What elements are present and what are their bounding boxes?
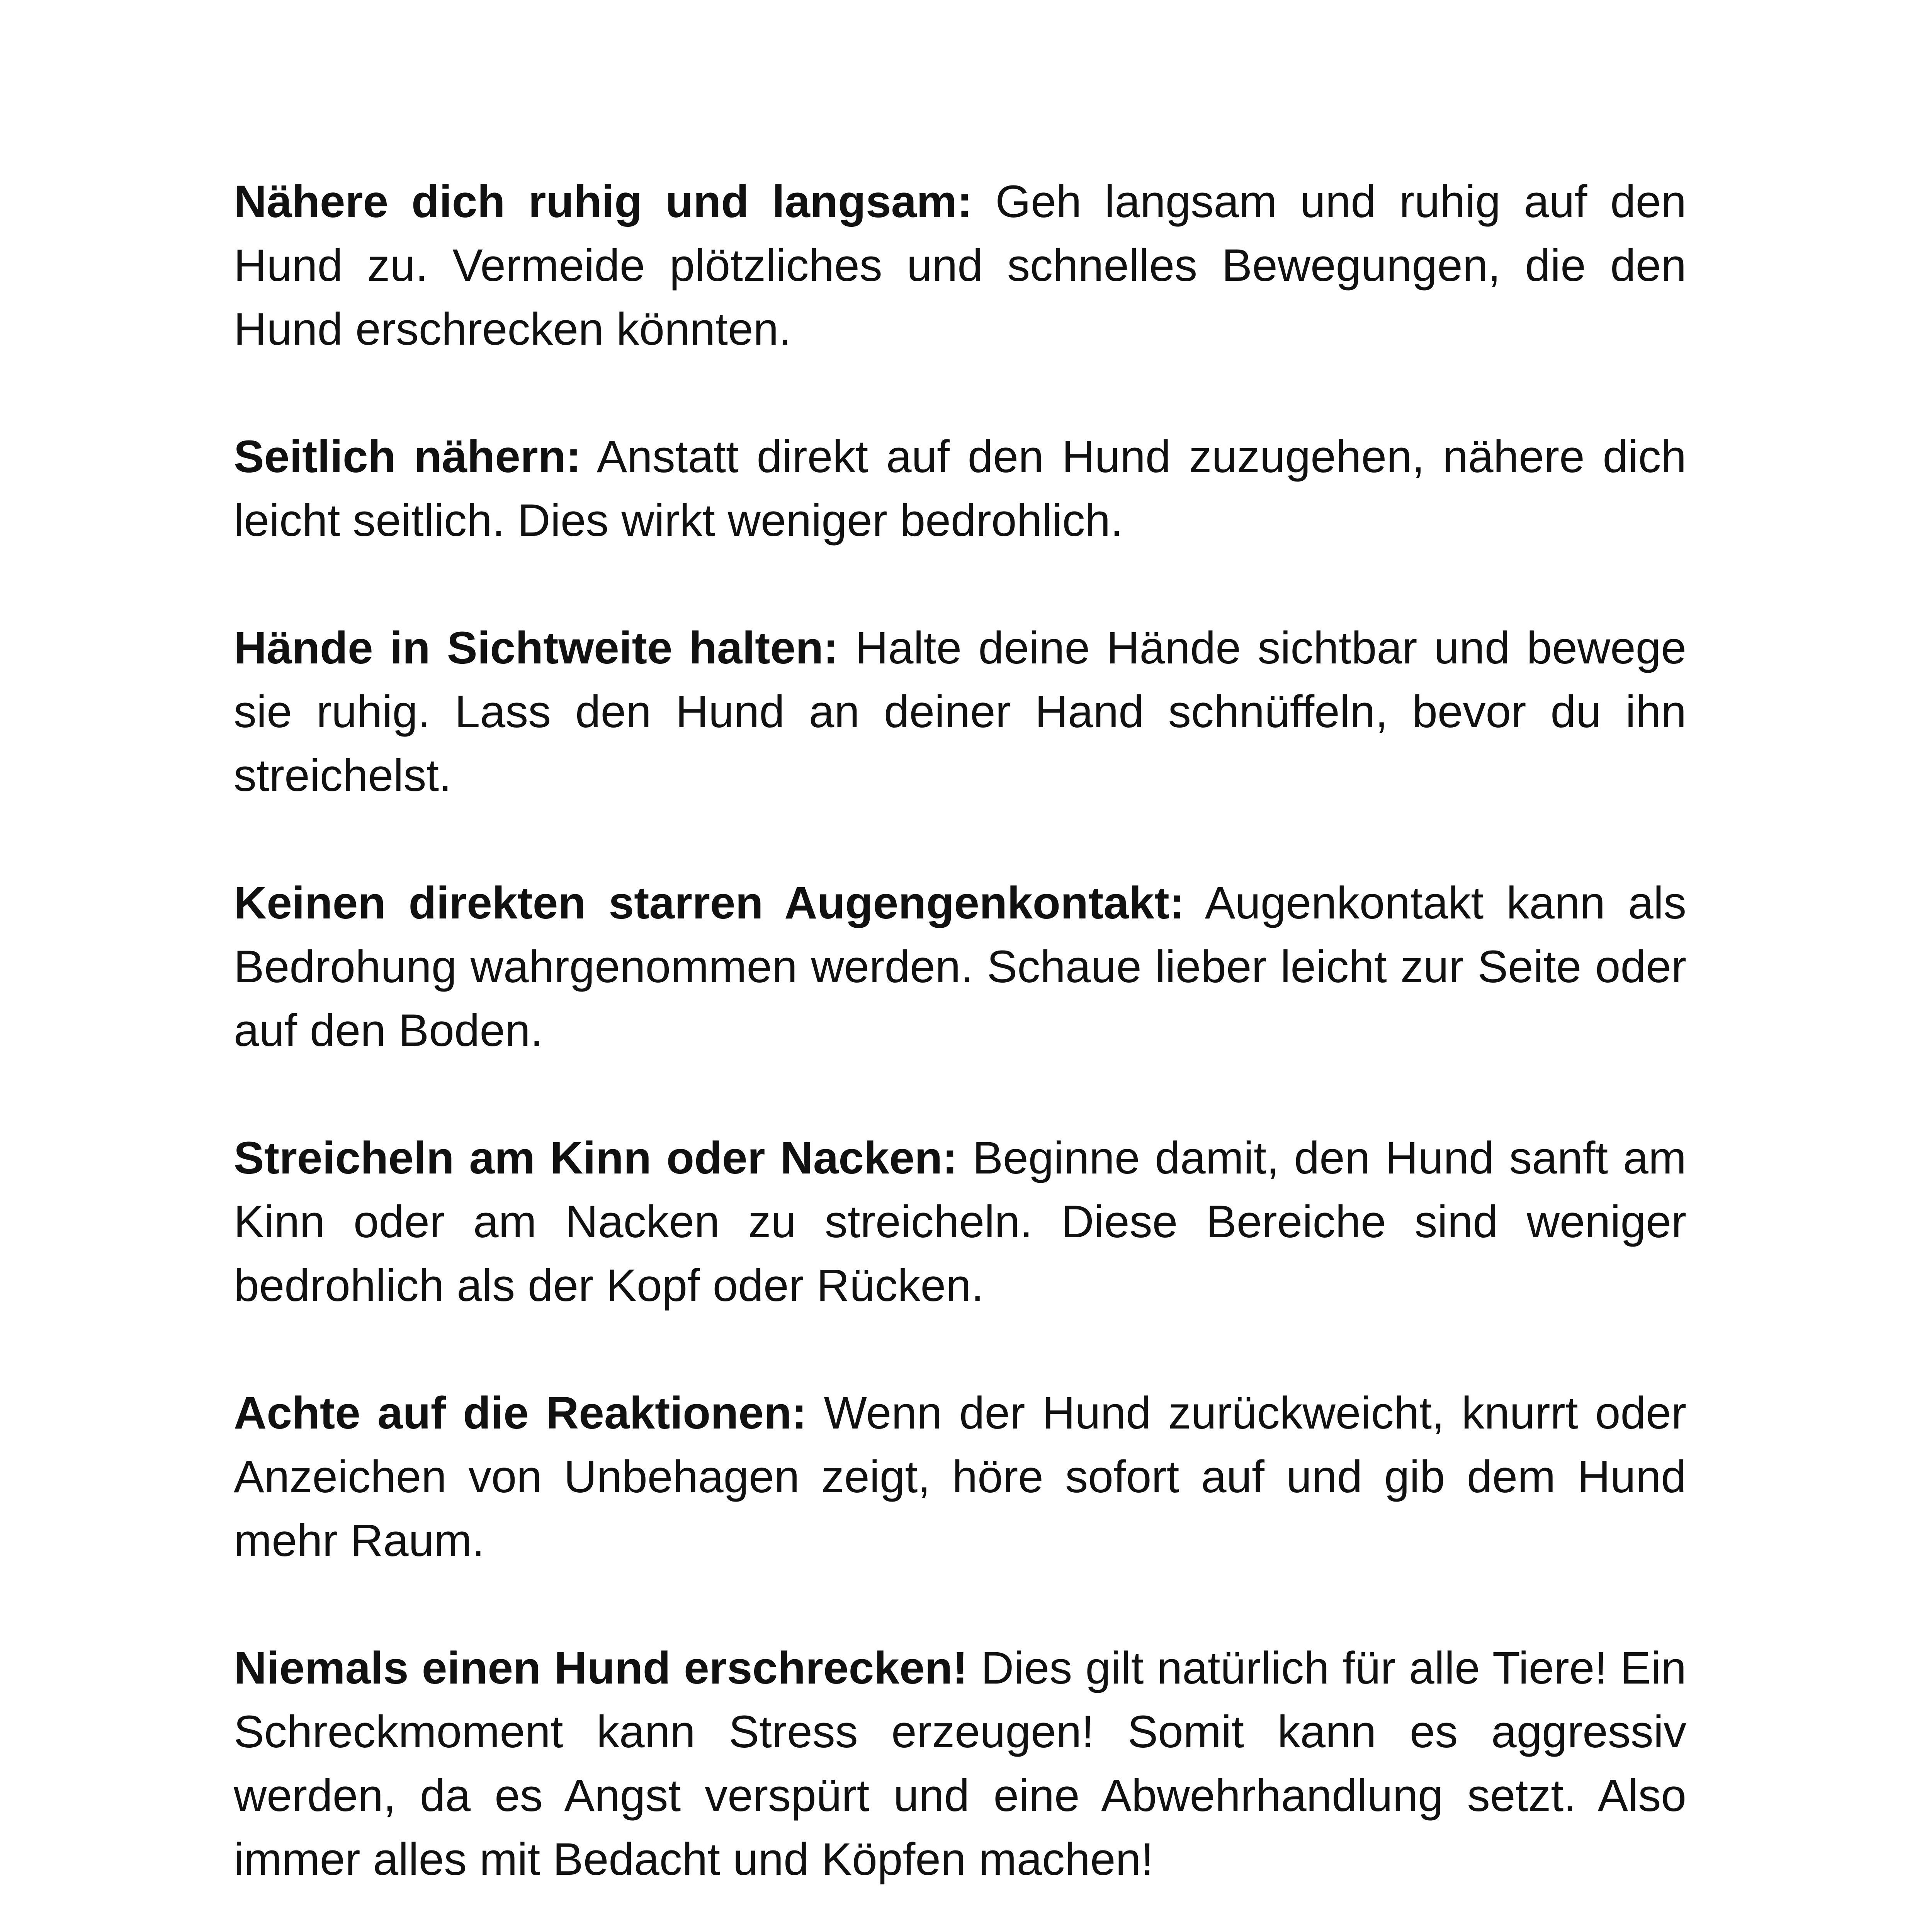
tip-heading-1: Nähere dich ruhig und langsam: [234,176,972,227]
tip-heading-2: Seitlich nähern: [234,431,581,482]
tip-text-7: Dies gilt natürlich für alle Tiere! Ein Schreckmoment kann Stress erzeugen! Somit kann es aggressiv werden, da es Angst verspürt und eine Abwehrhandlung setzt. Also immer alles mit Bedacht und Köpfen machen! [234,1643,1686,1885]
tip-heading-7: Niemals einen Hund erschrecken! [234,1643,968,1694]
tip-text-3: Halte deine Hände sichtbar und bewege sie ruhig. Lass den Hund an deiner Hand schnüffeln, bevor du ihn streichelst. [234,622,1686,801]
tip-text-1: Geh langsam und ruhig auf den Hund zu. Vermeide plötzliches und schnelles Bewegungen, die den Hund erschrecken könnten. [234,176,1687,355]
tip-text-2: Anstatt direkt auf den Hund zuzugehen, nähere dich leicht seitlich. Dies wirkt weniger bedrohlich. [234,431,1686,546]
tip-text-4: Augenkontakt kann als Bedrohung wahrgenommen werden. Schaue lieber leicht zur Seite oder auf den Boden. [234,878,1686,1056]
tip-heading-6: Achte auf die Reaktionen: [234,1388,807,1439]
tip-paragraph-5 [234,1126,1686,1318]
tip-heading-4: Keinen direkten starren Augengenkontakt: [234,878,1185,929]
tip-paragraph-6 [234,1381,1686,1573]
tip-text-5: Beginne damit, den Hund sanft am Kinn oder am Nacken zu streicheln. Diese Bereiche sind weniger bedrohlich als der Kopf oder Rücken. [234,1133,1686,1311]
tip-heading-5: Streicheln am Kinn oder Nacken: [234,1133,958,1184]
tip-paragraph-7 [234,1636,1686,1891]
tip-text-6: Wenn der Hund zurückweicht, knurrt oder Anzeichen von Unbehagen zeigt, höre sofort auf und gib dem Hund mehr Raum. [234,1388,1686,1566]
tip-paragraph-1 [234,170,1686,361]
tip-paragraph-3 [234,616,1686,808]
tip-paragraph-4 [234,871,1686,1063]
tip-paragraph-2 [234,425,1686,553]
tip-heading-3: Hände in Sichtweite halten: [234,622,839,673]
text-column [234,170,1686,1932]
